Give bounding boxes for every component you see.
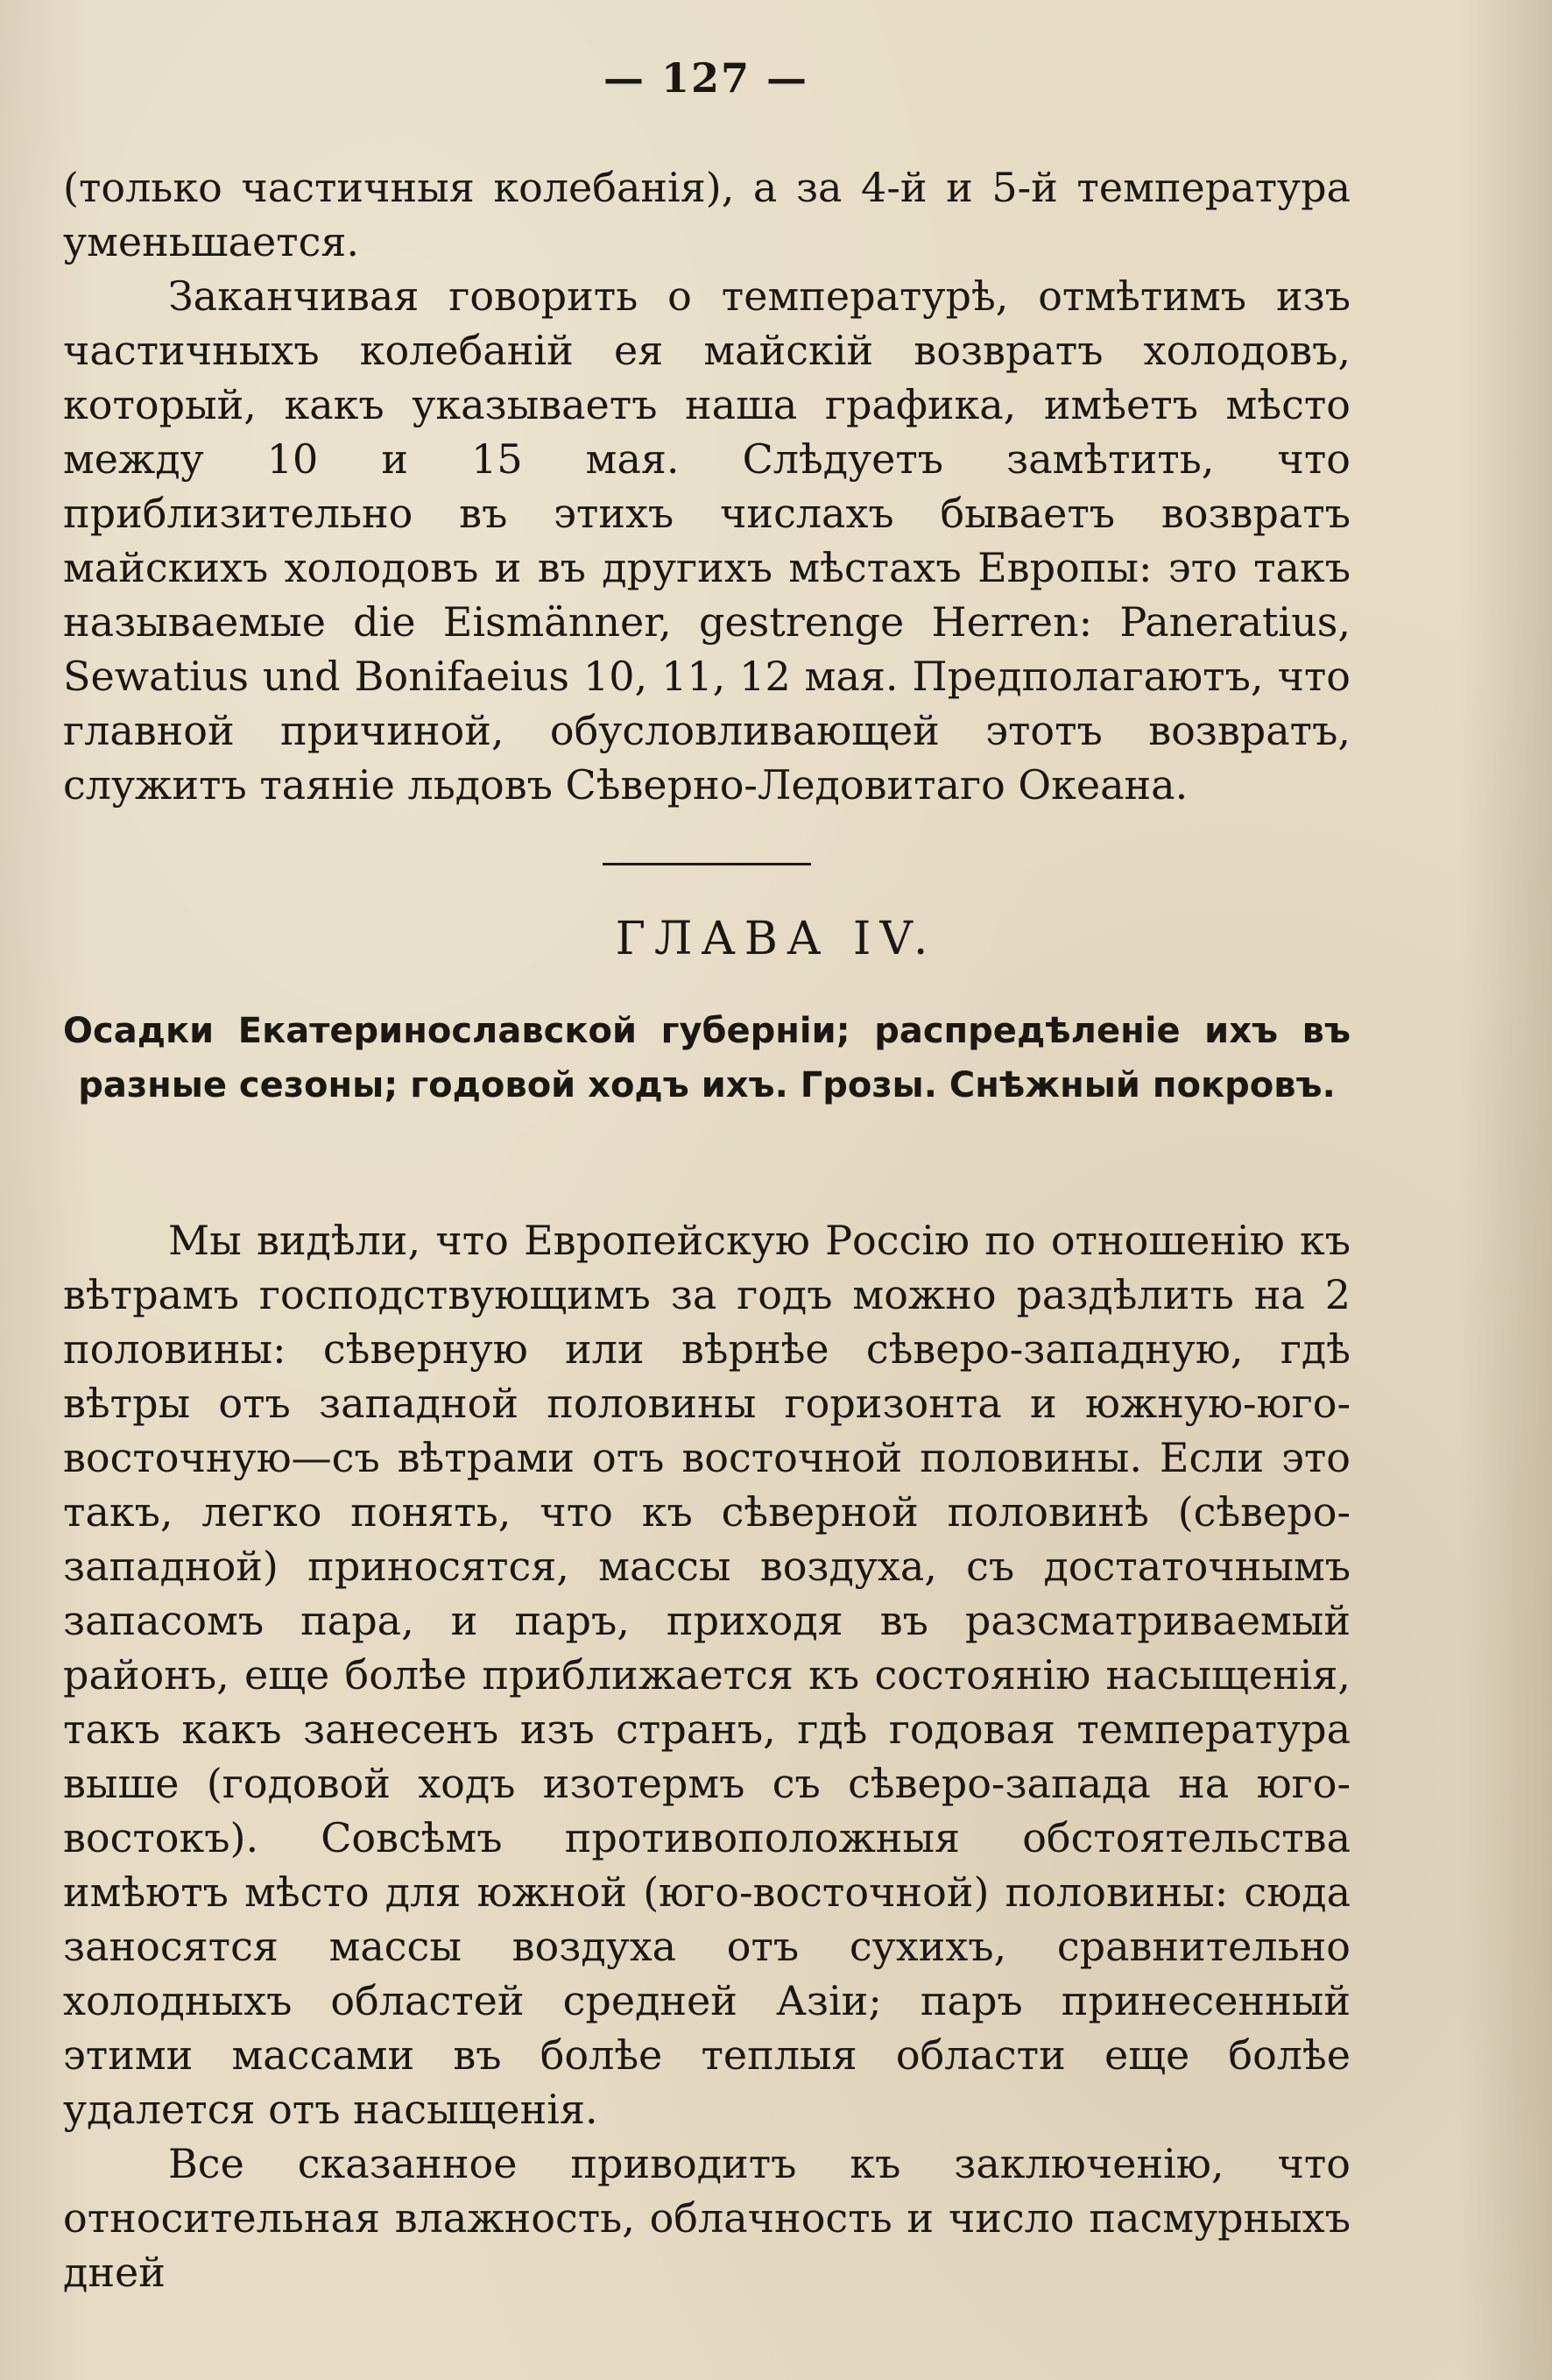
chapter-subtitle: Осадки Екатеринославской губерніи; распредѣленіе ихъ въ разные сезоны; годовой ходъ ихъ. Грозы. Снѣжный покровъ. (63, 1011, 1351, 1105)
section-divider (603, 863, 811, 865)
paragraph-continuation: (только частичныя колебанія), а за 4-й и 5-й температура уменьшается. (63, 164, 1351, 265)
chapter-body-text (63, 1213, 1351, 2299)
page-number: — 127 — (603, 54, 809, 102)
paragraph-may-frosts: Заканчивая говорить о температурѣ, отмѣтимъ изъ частичныхъ колебаній ея майскій возвратъ холодовъ, который, какъ указываетъ наша графика, имѣетъ мѣсто между 10 и 15 мая. Слѣдуетъ замѣтить, что приблизительно въ этихъ числахъ бываетъ возвратъ майскихъ холодовъ и въ другихъ мѣстахъ Европы: это такъ называемые die Eismänner, gestrenge Herren: Paneratius, Sewatius und Bonifaeius 10, 11, 12 мая. Предполагаютъ, что главной причиной, обусловливающей этотъ возвратъ, служитъ таяніе льдовъ Сѣверно-Ледовитаго Океана. (63, 272, 1351, 809)
paragraph-winds: Мы видѣли, что Европейскую Россію по отношенію къ вѣтрамъ господствующимъ за годъ можно раздѣлить на 2 половины: сѣверную или вѣрнѣе сѣверо-западную, гдѣ вѣтры отъ западной половины горизонта и южную-юго-восточную—съ вѣтрами отъ восточной половины. Если это такъ, легко понять, что къ сѣверной половинѣ (сѣверо-западной) приносятся, массы воздуха, съ достаточнымъ запасомъ пара, и паръ, приходя въ разсматриваемый районъ, еще болѣе приближается къ состоянію насыщенія, такъ какъ занесенъ изъ странъ, гдѣ годовая температура выше (годовой ходъ изотермъ съ сѣверо-запада на юго-востокъ). Совсѣмъ противоположныя обстоятельства имѣютъ мѣсто для южной (юго-восточной) половины: сюда заносятся массы воздуха отъ сухихъ, сравнительно холодныхъ областей средней Азіи; паръ принесенный этими массами въ болѣе теплыя области еще болѣе удалется отъ насыщенія. (63, 1217, 1351, 2133)
paragraph-conclusion: Все сказанное приводитъ къ заключенію, что относительная влажность, облачность и число пасмурныхъ дней (63, 2140, 1351, 2296)
chapter-title: ГЛАВА IV. (615, 913, 937, 965)
section-intro-text (63, 160, 1351, 812)
